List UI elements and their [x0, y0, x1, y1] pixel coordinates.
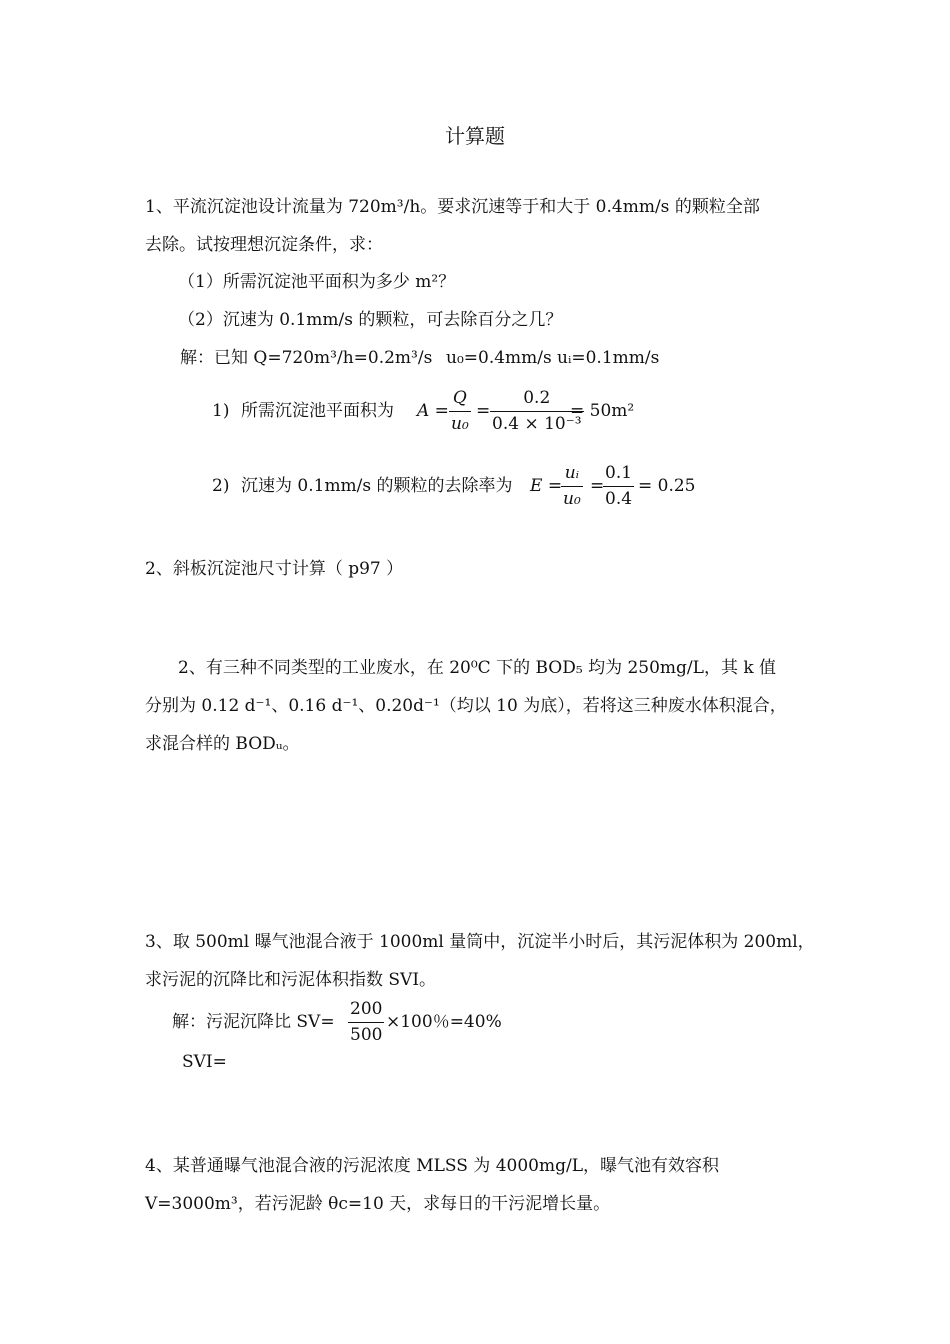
q1-step2-label: 2): [212, 476, 230, 496]
q1-step2-text: 沉速为 0.1mm/s 的颗粒的去除率为: [241, 476, 513, 496]
equals-sign: =: [590, 476, 605, 496]
q1-step2-fraction-1: [561, 465, 583, 508]
q3-solution-fraction: [348, 1001, 384, 1044]
fraction-numerator: 0.2: [523, 388, 551, 408]
q1-step2-result: = 0.25: [638, 476, 696, 496]
q1-step1-fraction-1: [449, 390, 471, 433]
q3-line1: 3、取 500ml 曝气池混合液于 1000ml 量筒中，沉淀半小时后，其污泥体积为 200ml，: [145, 932, 815, 952]
q2a-text: 2、斜板沉淀池尺寸计算（ p97 ）: [145, 559, 404, 579]
q3-solution-prefix: 解：污泥沉降比 SV=: [172, 1012, 335, 1032]
fraction-numerator: 0.1: [605, 463, 633, 483]
q1-given-ui: uᵢ=0.1mm/s: [557, 348, 660, 368]
q1-step1-text: 所需沉淀池平面积为: [241, 401, 394, 421]
fraction-denominator: 0.4 × 10⁻³: [492, 414, 582, 434]
q1-step1-lhs: A =: [417, 401, 449, 421]
fraction-denominator: 500: [350, 1025, 383, 1045]
fraction-denominator: u₀: [451, 414, 469, 434]
fraction-bar: [561, 486, 583, 487]
q1-sub2: （2）沉速为 0.1mm/s 的颗粒，可去除百分之几？: [178, 310, 563, 330]
fraction-bar: [348, 1022, 384, 1023]
fraction-numerator: 200: [350, 999, 383, 1019]
fraction-denominator: u₀: [563, 489, 581, 509]
q1-step1-result: = 50m²: [570, 401, 635, 421]
q3-solution-suffix: ×100％=40%: [386, 1012, 502, 1032]
q3-line2: 求污泥的沉降比和污泥体积指数 SVI。: [145, 970, 437, 990]
fraction-numerator: uᵢ: [564, 463, 580, 483]
q1-step1-label: 1): [212, 401, 230, 421]
q1-line1: 1、平流沉淀池设计流量为 720m³/h。要求沉速等于和大于 0.4mm/s 的颗粒全部: [145, 197, 760, 217]
fraction-bar: [603, 486, 634, 487]
fraction-denominator: 0.4: [605, 489, 633, 509]
q1-step2-lhs: E =: [530, 476, 563, 496]
q1-given-u0: u₀=0.4mm/s: [446, 348, 552, 368]
q3-svi: SVI=: [182, 1052, 227, 1072]
q2b-line1: 2、有三种不同类型的工业废水，在 20⁰C 下的 BOD₅ 均为 250mg/L，其 k 值: [178, 658, 777, 678]
q1-sub1: （1）所需沉淀池平面积为多少 m²？: [178, 272, 456, 292]
fraction-bar: [449, 411, 471, 412]
q2b-line3: 求混合样的 BODᵤ。: [145, 734, 300, 754]
fraction-numerator: Q: [452, 388, 467, 408]
page-title: 计算题: [445, 124, 505, 148]
q1-given: 解：已知 Q=720m³/h=0.2m³/s: [180, 348, 433, 368]
q2b-line2: 分别为 0.12 d⁻¹、0.16 d⁻¹、0.20d⁻¹（均以 10 为底），若将这三种废水体积混合，: [145, 696, 787, 716]
q4-line1: 4、某普通曝气池混合液的污泥浓度 MLSS 为 4000mg/L，曝气池有效容积: [145, 1156, 719, 1176]
equals-sign: =: [476, 401, 491, 421]
q1-step2-fraction-2: [603, 465, 634, 508]
q1-line2: 去除。试按理想沉淀条件，求：: [145, 235, 383, 255]
q4-line2: V=3000m³，若污泥龄 θc=10 天，求每日的干污泥增长量。: [145, 1194, 611, 1214]
